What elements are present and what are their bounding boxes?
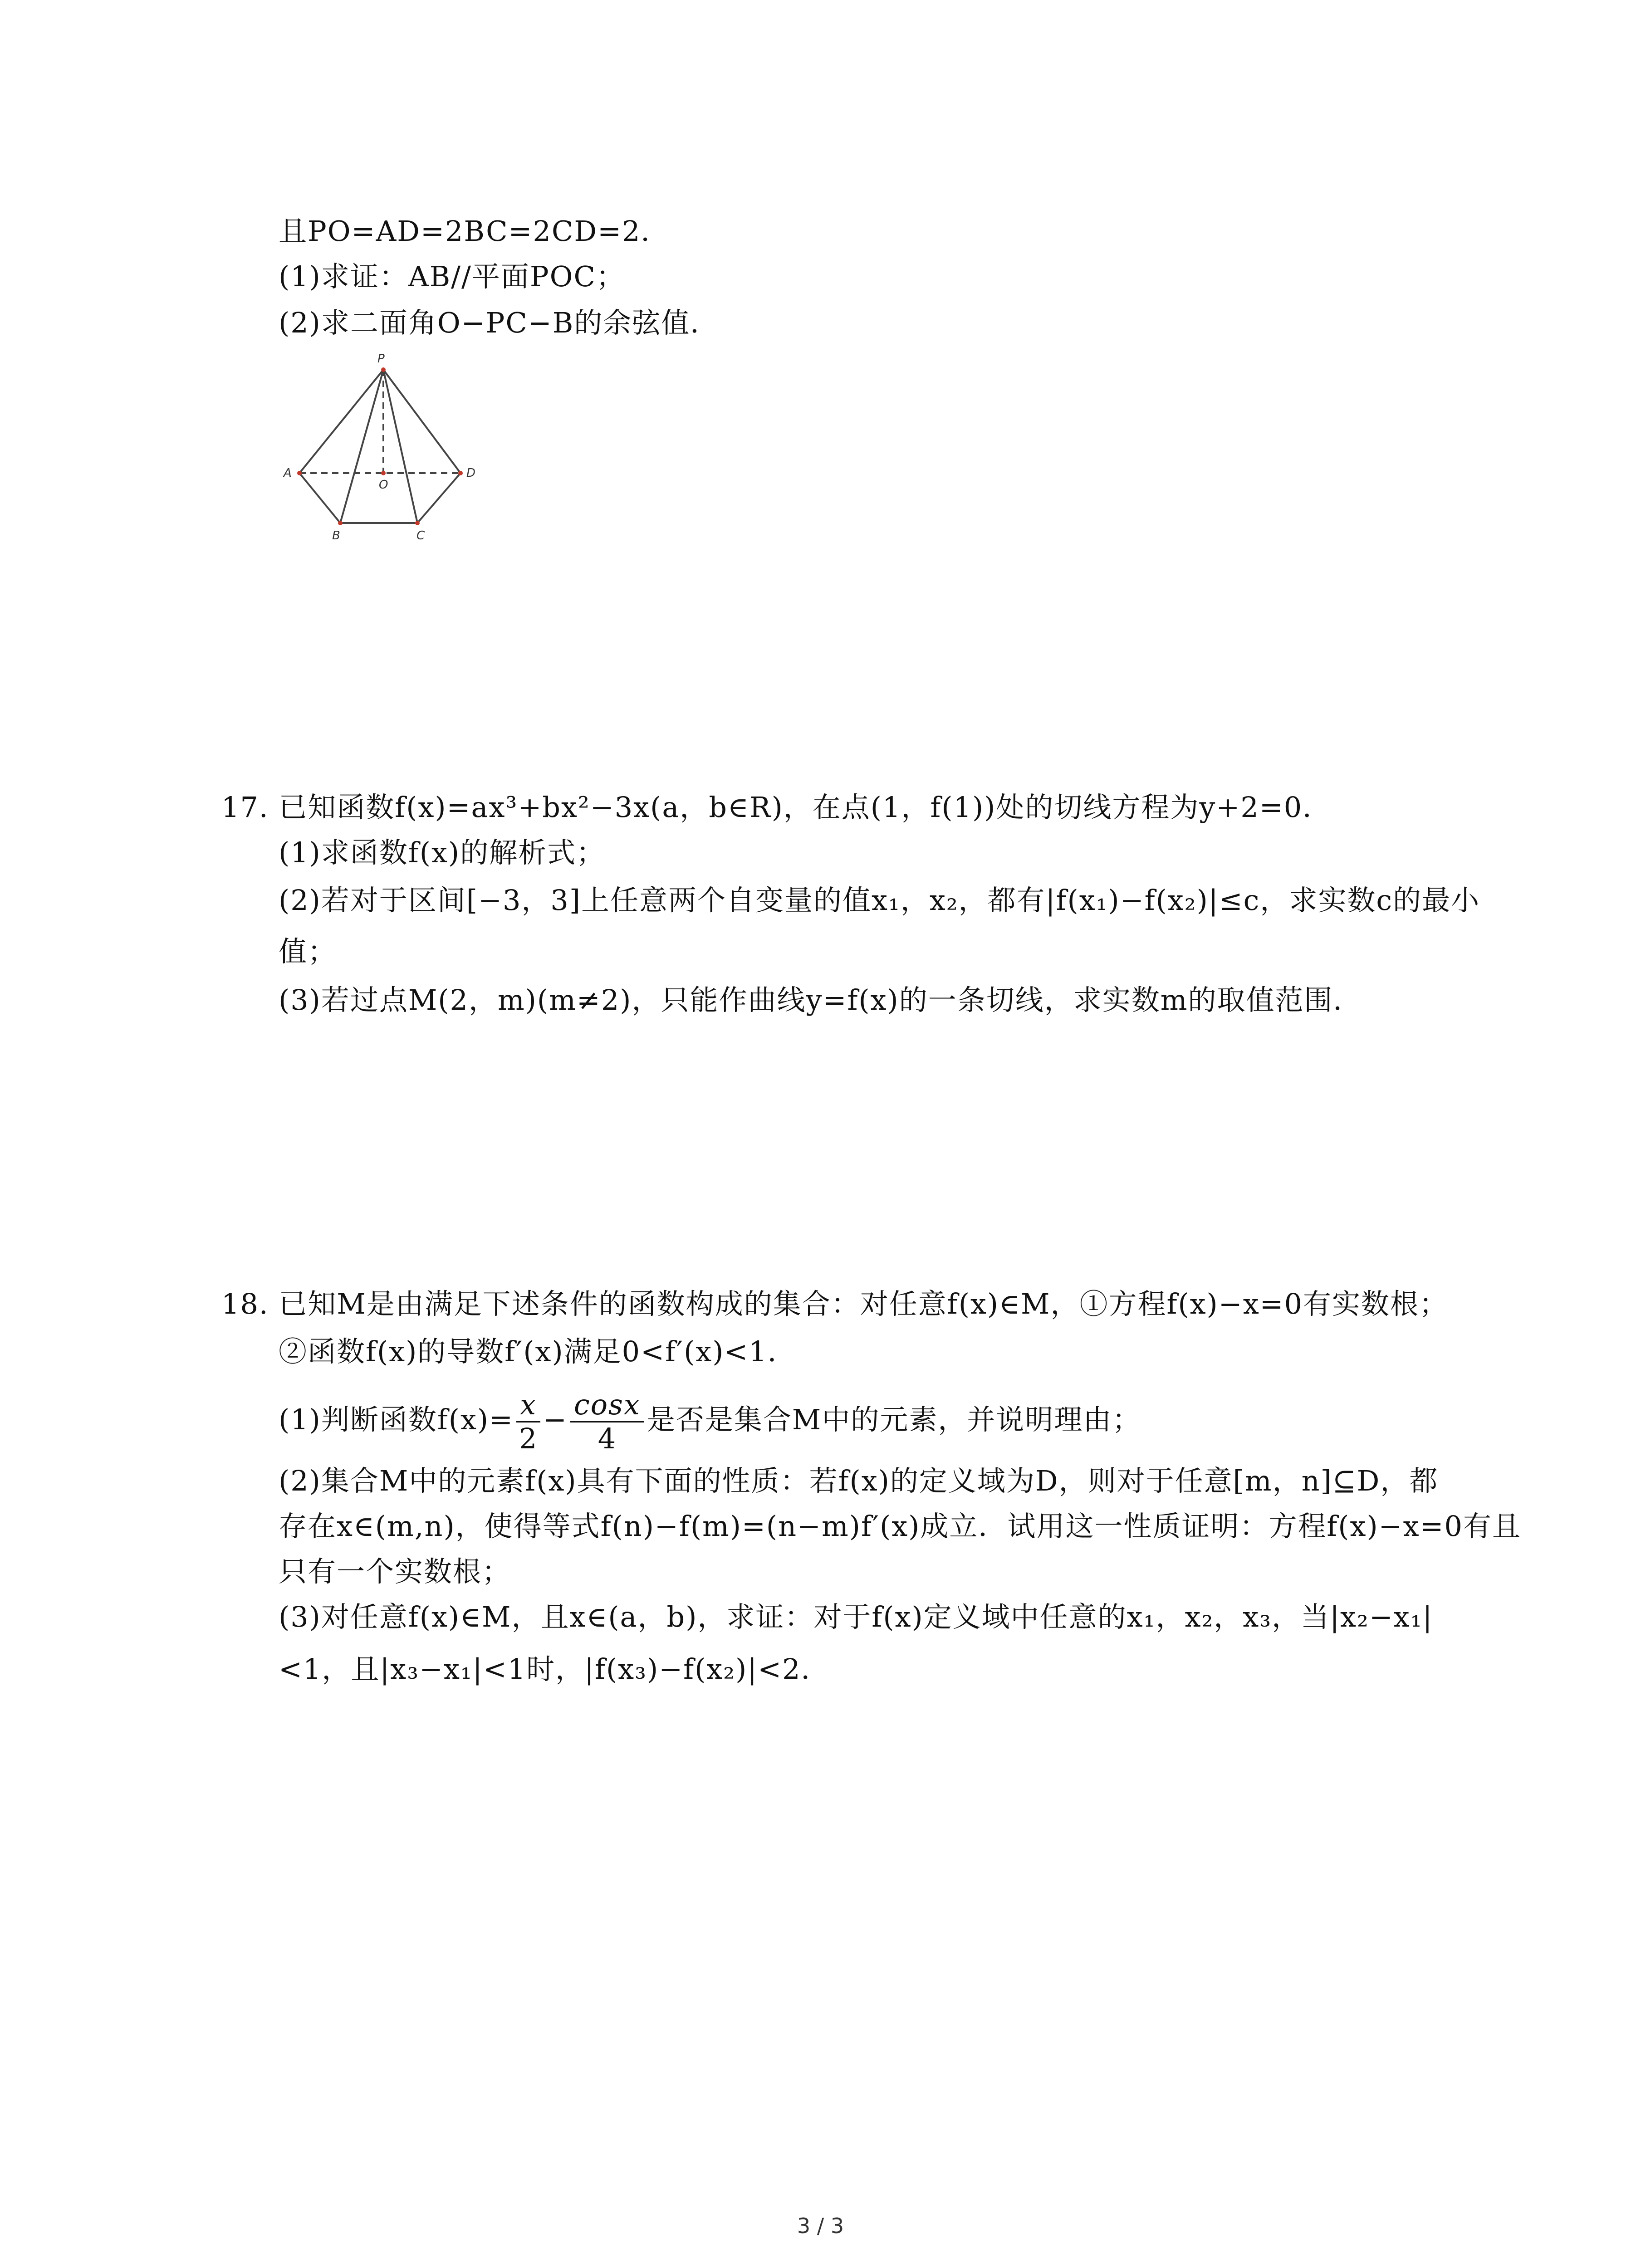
point-B [338, 521, 343, 525]
frac2-denominator: 4 [598, 1422, 617, 1456]
q18-part1 [279, 1383, 1141, 1456]
point-O [381, 471, 386, 475]
fraction-cosx-over-4 [570, 1388, 644, 1455]
point-P [381, 367, 386, 372]
page-number: 3 / 3 [797, 2214, 844, 2238]
label-P: P [377, 352, 385, 366]
q18-part2-line3: 只有一个实数根； [279, 1555, 511, 1588]
edge-PA [299, 370, 383, 473]
q17-part2-line2: 值； [279, 935, 337, 968]
frac1-denominator: 2 [519, 1422, 538, 1456]
frac2-numerator: cosx [570, 1388, 644, 1422]
frac1-numerator: x [516, 1388, 540, 1422]
q17-part2-line1: (2)若对于区间[−3，3]上任意两个自变量的值x₁，x₂，都有|f(x₁)−f(x₂)|≤c，求实数c的最小 [279, 884, 1480, 917]
q18-part1-suffix: 是否是集合M中的元素，并说明理由； [647, 1403, 1141, 1436]
edge-PB [340, 370, 383, 523]
label-A: A [284, 466, 292, 480]
point-C [415, 521, 420, 525]
label-C: C [416, 529, 425, 543]
label-B: B [332, 529, 340, 543]
q16-part2: (2)求二面角O−PC−B的余弦值． [279, 306, 720, 339]
q18-stem: 18. 已知M是由满足下述条件的函数构成的集合：对任意f(x)∈M，①方程f(x)−x=0有实数根； [221, 1287, 1449, 1320]
q18-part2-line2: 存在x∈(m,n)，使得等式f(n)−f(m)=(n−m)f′(x)成立．试用这一性质证明：方程f(x)−x=0有且 [279, 1510, 1521, 1543]
point-A [297, 471, 302, 475]
label-O: O [379, 478, 388, 492]
q18-part1-prefix: (1)判断函数f(x)= [279, 1403, 514, 1436]
q17-stem: 17. 已知函数f(x)=ax³+bx²−3x(a，b∈R)，在点(1，f(1))处的切线方程为y+2=0． [221, 791, 1332, 824]
minus-sign: − [543, 1403, 568, 1436]
q17-part3: (3)若过点M(2，m)(m≠2)，只能作曲线y=f(x)的一条切线，求实数m的取值范围． [279, 983, 1362, 1017]
fraction-x-over-2 [516, 1388, 540, 1455]
q18-part3-line2: <1，且|x₃−x₁|<1时，|f(x₃)−f(x₂)|<2． [279, 1652, 830, 1686]
q18-stem-line2: ②函数f(x)的导数f′(x)满足0<f′(x)<1． [279, 1335, 797, 1368]
label-D: D [466, 466, 476, 480]
q16-condition: 且PO=AD=2BC=2CD=2． [279, 215, 670, 248]
pyramid-figure [281, 352, 535, 547]
edge-AB [299, 473, 340, 523]
edge-CD [417, 473, 460, 523]
q18-part3-line1: (3)对任意f(x)∈M，且x∈(a，b)，求证：对于f(x)定义域中任意的x₁，x₂，x₃，当|x₂−x₁| [279, 1600, 1433, 1633]
q18-part2-line1: (2)集合M中的元素f(x)具有下面的性质：若f(x)的定义域为D，则对于任意[m，n]⊆D，都 [279, 1464, 1439, 1497]
q16-part1: (1)求证：AB//平面POC； [279, 260, 625, 293]
q17-part1: (1)求函数f(x)的解析式； [279, 836, 606, 869]
point-D [458, 471, 463, 475]
